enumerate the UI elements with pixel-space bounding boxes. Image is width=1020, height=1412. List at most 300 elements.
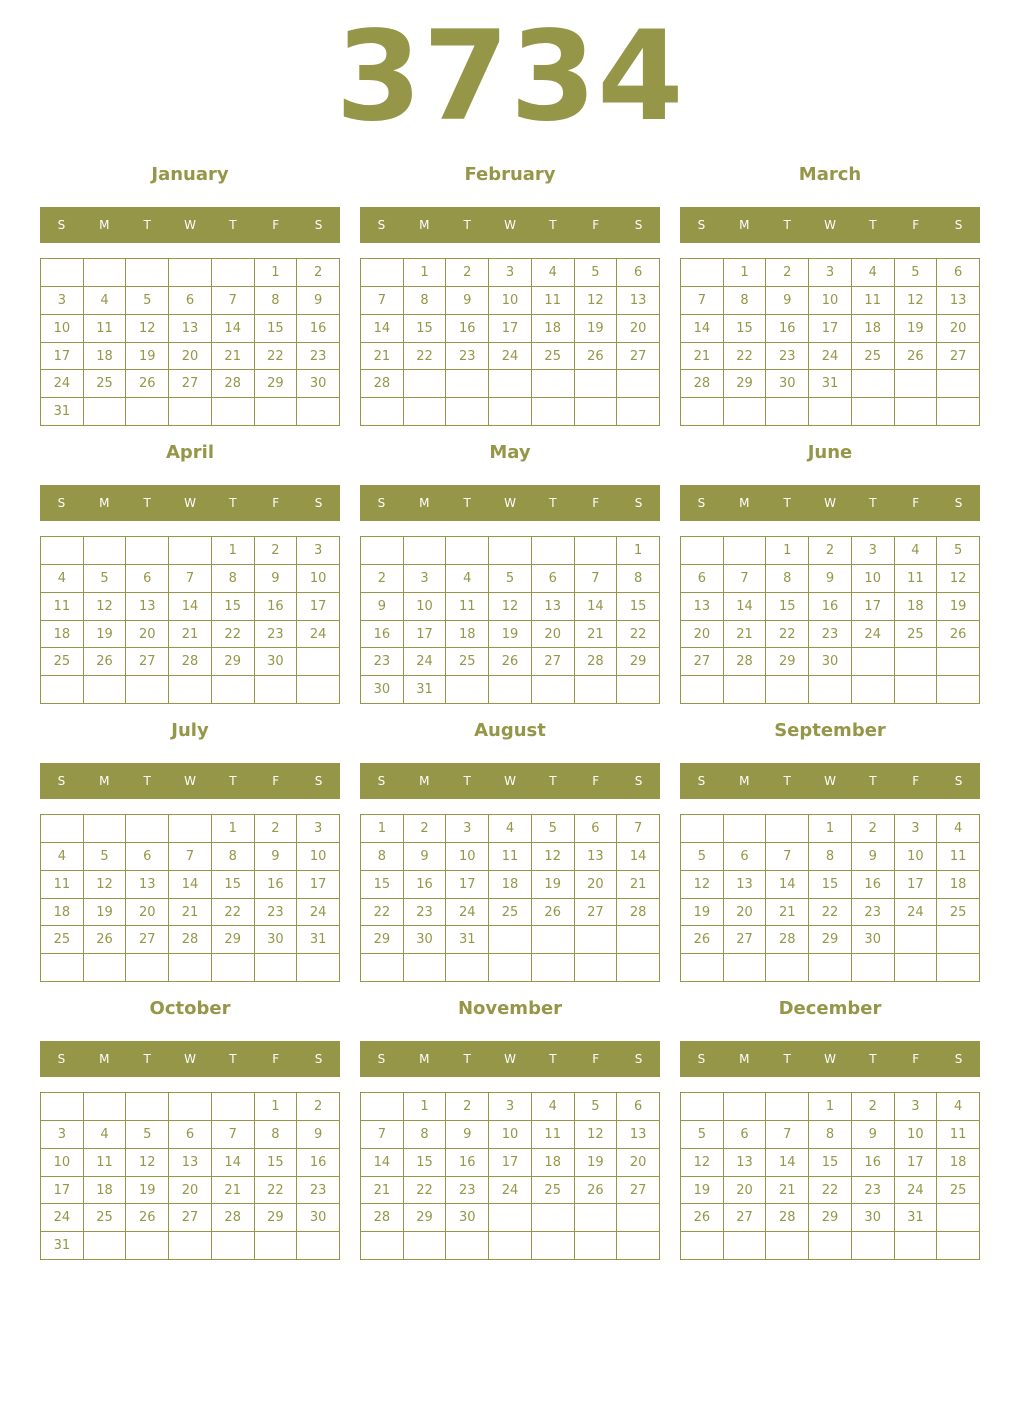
day-cell: 3 bbox=[895, 815, 938, 843]
month-title: May bbox=[489, 442, 531, 463]
day-cell: 11 bbox=[41, 871, 84, 899]
day-cell: 1 bbox=[809, 815, 852, 843]
day-cell: 16 bbox=[852, 1149, 895, 1177]
day-cell: 9 bbox=[297, 287, 340, 315]
day-cell: 30 bbox=[297, 370, 340, 398]
day-cell: 28 bbox=[169, 926, 212, 954]
weekday-label: F bbox=[272, 496, 280, 510]
day-cell: 21 bbox=[575, 621, 618, 649]
day-cell: 14 bbox=[212, 1149, 255, 1177]
day-cell: 25 bbox=[41, 926, 84, 954]
weekday-label: M bbox=[99, 774, 110, 788]
day-cell: 17 bbox=[404, 621, 447, 649]
day-cell: 1 bbox=[809, 1093, 852, 1121]
weekday-label: M bbox=[419, 774, 430, 788]
day-cell bbox=[212, 676, 255, 704]
day-cell: 24 bbox=[489, 1177, 532, 1205]
day-cell: 1 bbox=[404, 1093, 447, 1121]
day-cell: 7 bbox=[212, 287, 255, 315]
weekday-label: T bbox=[869, 218, 877, 232]
day-cell: 13 bbox=[724, 871, 767, 899]
day-cell: 19 bbox=[895, 315, 938, 343]
weekday-label: F bbox=[592, 218, 600, 232]
day-cell: 23 bbox=[852, 899, 895, 927]
day-cell: 12 bbox=[84, 593, 127, 621]
day-cell: 19 bbox=[575, 315, 618, 343]
day-cell bbox=[895, 398, 938, 426]
day-cell: 3 bbox=[489, 259, 532, 287]
day-cell: 9 bbox=[404, 843, 447, 871]
day-cell: 10 bbox=[489, 1121, 532, 1149]
weekday-label: W bbox=[504, 1052, 516, 1066]
day-cell: 18 bbox=[532, 315, 575, 343]
day-cell: 10 bbox=[297, 843, 340, 871]
day-cell: 27 bbox=[724, 926, 767, 954]
day-cell: 17 bbox=[895, 1149, 938, 1177]
day-cell bbox=[809, 398, 852, 426]
day-cell: 16 bbox=[255, 593, 298, 621]
day-cell: 12 bbox=[575, 287, 618, 315]
day-cell bbox=[532, 676, 575, 704]
day-cell: 7 bbox=[681, 287, 724, 315]
day-cell: 15 bbox=[361, 871, 404, 899]
weekday-label: F bbox=[912, 496, 920, 510]
day-cell: 14 bbox=[169, 871, 212, 899]
day-cell bbox=[84, 815, 127, 843]
day-cell: 9 bbox=[446, 1121, 489, 1149]
weekday-label: T bbox=[463, 218, 471, 232]
day-cell: 18 bbox=[84, 343, 127, 371]
weekday-header bbox=[40, 485, 340, 521]
day-grid bbox=[360, 536, 660, 704]
day-cell: 5 bbox=[681, 1121, 724, 1149]
day-cell: 14 bbox=[212, 315, 255, 343]
day-cell bbox=[724, 954, 767, 982]
day-cell: 8 bbox=[255, 287, 298, 315]
day-cell: 11 bbox=[532, 287, 575, 315]
day-cell: 24 bbox=[297, 899, 340, 927]
day-cell bbox=[852, 954, 895, 982]
weekday-header bbox=[680, 1041, 980, 1077]
day-cell: 29 bbox=[617, 648, 660, 676]
day-cell bbox=[895, 926, 938, 954]
weekday-label: T bbox=[869, 774, 877, 788]
day-cell bbox=[617, 954, 660, 982]
day-cell: 17 bbox=[41, 1177, 84, 1205]
day-cell: 11 bbox=[852, 287, 895, 315]
day-cell bbox=[766, 398, 809, 426]
day-cell: 9 bbox=[255, 843, 298, 871]
day-cell: 22 bbox=[617, 621, 660, 649]
weekday-label: T bbox=[143, 774, 151, 788]
day-cell: 13 bbox=[532, 593, 575, 621]
day-cell bbox=[255, 954, 298, 982]
day-cell: 23 bbox=[297, 1177, 340, 1205]
day-cell: 13 bbox=[617, 1121, 660, 1149]
day-cell: 13 bbox=[169, 1149, 212, 1177]
day-cell bbox=[937, 648, 980, 676]
day-cell bbox=[681, 259, 724, 287]
weekday-label: M bbox=[99, 218, 110, 232]
day-cell: 4 bbox=[937, 815, 980, 843]
day-cell: 2 bbox=[766, 259, 809, 287]
day-cell: 6 bbox=[126, 565, 169, 593]
day-cell: 17 bbox=[895, 871, 938, 899]
day-cell: 29 bbox=[809, 926, 852, 954]
month-title: July bbox=[171, 720, 209, 741]
day-cell: 1 bbox=[724, 259, 767, 287]
day-cell bbox=[852, 398, 895, 426]
day-cell: 8 bbox=[255, 1121, 298, 1149]
day-cell bbox=[489, 398, 532, 426]
day-cell bbox=[895, 1232, 938, 1260]
weekday-label: T bbox=[229, 496, 237, 510]
day-cell bbox=[532, 1232, 575, 1260]
day-cell: 2 bbox=[297, 259, 340, 287]
month-title: February bbox=[464, 164, 556, 185]
day-cell: 1 bbox=[212, 815, 255, 843]
day-cell: 13 bbox=[681, 593, 724, 621]
day-cell bbox=[212, 954, 255, 982]
day-cell: 5 bbox=[575, 259, 618, 287]
day-cell: 10 bbox=[809, 287, 852, 315]
day-cell: 22 bbox=[766, 621, 809, 649]
day-cell: 18 bbox=[489, 871, 532, 899]
day-cell bbox=[41, 259, 84, 287]
day-cell: 4 bbox=[532, 259, 575, 287]
day-cell bbox=[126, 815, 169, 843]
day-cell bbox=[361, 1093, 404, 1121]
day-cell: 29 bbox=[255, 1204, 298, 1232]
day-cell: 10 bbox=[297, 565, 340, 593]
day-cell: 12 bbox=[126, 315, 169, 343]
day-cell: 24 bbox=[809, 343, 852, 371]
day-cell bbox=[404, 398, 447, 426]
day-cell bbox=[489, 676, 532, 704]
day-cell: 22 bbox=[404, 343, 447, 371]
day-cell bbox=[41, 1093, 84, 1121]
weekday-label: T bbox=[783, 774, 791, 788]
day-cell: 13 bbox=[575, 843, 618, 871]
day-cell: 27 bbox=[169, 1204, 212, 1232]
day-cell bbox=[126, 259, 169, 287]
month-july bbox=[40, 716, 340, 986]
day-cell bbox=[895, 954, 938, 982]
day-cell: 17 bbox=[489, 1149, 532, 1177]
day-cell bbox=[852, 676, 895, 704]
weekday-label: F bbox=[912, 1052, 920, 1066]
month-title: January bbox=[151, 164, 229, 185]
weekday-label: S bbox=[314, 1052, 323, 1066]
day-cell: 24 bbox=[489, 343, 532, 371]
day-cell: 7 bbox=[766, 843, 809, 871]
day-cell: 4 bbox=[41, 843, 84, 871]
day-cell: 1 bbox=[212, 537, 255, 565]
day-cell: 20 bbox=[937, 315, 980, 343]
day-cell: 28 bbox=[766, 926, 809, 954]
day-cell: 14 bbox=[575, 593, 618, 621]
day-cell bbox=[126, 537, 169, 565]
day-cell: 5 bbox=[681, 843, 724, 871]
day-cell bbox=[575, 398, 618, 426]
day-cell: 11 bbox=[84, 315, 127, 343]
day-cell: 4 bbox=[852, 259, 895, 287]
day-cell: 28 bbox=[766, 1204, 809, 1232]
day-cell: 19 bbox=[489, 621, 532, 649]
day-cell: 18 bbox=[937, 871, 980, 899]
weekday-label: T bbox=[549, 496, 557, 510]
day-cell: 16 bbox=[766, 315, 809, 343]
day-cell: 28 bbox=[681, 370, 724, 398]
day-cell: 10 bbox=[446, 843, 489, 871]
day-cell: 9 bbox=[361, 593, 404, 621]
day-cell: 30 bbox=[446, 1204, 489, 1232]
day-cell: 23 bbox=[852, 1177, 895, 1205]
weekday-header bbox=[40, 207, 340, 243]
day-grid bbox=[680, 258, 980, 426]
weekday-label: S bbox=[634, 218, 643, 232]
day-cell: 6 bbox=[937, 259, 980, 287]
day-cell: 14 bbox=[361, 1149, 404, 1177]
day-cell bbox=[681, 1232, 724, 1260]
day-cell: 30 bbox=[297, 1204, 340, 1232]
day-cell: 4 bbox=[489, 815, 532, 843]
day-cell bbox=[532, 954, 575, 982]
weekday-label: T bbox=[229, 774, 237, 788]
day-cell bbox=[937, 1204, 980, 1232]
day-cell: 20 bbox=[724, 1177, 767, 1205]
day-cell: 30 bbox=[404, 926, 447, 954]
month-title: March bbox=[798, 164, 862, 185]
day-cell bbox=[532, 370, 575, 398]
day-cell: 26 bbox=[575, 1177, 618, 1205]
day-cell: 26 bbox=[84, 648, 127, 676]
day-cell: 19 bbox=[126, 1177, 169, 1205]
day-cell: 12 bbox=[937, 565, 980, 593]
day-cell bbox=[84, 398, 127, 426]
day-cell: 12 bbox=[532, 843, 575, 871]
day-cell: 13 bbox=[724, 1149, 767, 1177]
day-cell: 31 bbox=[404, 676, 447, 704]
day-cell: 5 bbox=[126, 1121, 169, 1149]
day-cell: 21 bbox=[766, 899, 809, 927]
day-cell: 8 bbox=[361, 843, 404, 871]
month-title: August bbox=[474, 720, 546, 741]
day-cell: 8 bbox=[766, 565, 809, 593]
day-cell: 23 bbox=[446, 1177, 489, 1205]
weekday-label: W bbox=[184, 1052, 196, 1066]
weekday-label: T bbox=[463, 1052, 471, 1066]
day-cell: 2 bbox=[255, 815, 298, 843]
day-cell: 9 bbox=[766, 287, 809, 315]
day-cell bbox=[681, 954, 724, 982]
month-title: December bbox=[778, 998, 882, 1019]
day-cell: 26 bbox=[895, 343, 938, 371]
day-cell: 13 bbox=[126, 871, 169, 899]
weekday-label: T bbox=[869, 1052, 877, 1066]
day-cell: 3 bbox=[41, 287, 84, 315]
day-cell bbox=[297, 954, 340, 982]
day-cell: 2 bbox=[404, 815, 447, 843]
day-cell: 21 bbox=[212, 343, 255, 371]
day-cell bbox=[681, 1093, 724, 1121]
day-grid bbox=[360, 258, 660, 426]
day-cell bbox=[575, 954, 618, 982]
month-title: October bbox=[149, 998, 231, 1019]
day-cell bbox=[766, 1093, 809, 1121]
day-cell: 21 bbox=[681, 343, 724, 371]
weekday-label: S bbox=[954, 774, 963, 788]
day-cell: 14 bbox=[766, 871, 809, 899]
day-cell: 30 bbox=[255, 926, 298, 954]
day-cell: 30 bbox=[255, 648, 298, 676]
day-cell bbox=[41, 815, 84, 843]
day-cell: 1 bbox=[255, 259, 298, 287]
weekday-label: F bbox=[592, 496, 600, 510]
day-cell: 17 bbox=[41, 343, 84, 371]
day-cell: 2 bbox=[446, 1093, 489, 1121]
day-cell bbox=[532, 926, 575, 954]
month-october bbox=[40, 994, 340, 1264]
weekday-label: W bbox=[824, 1052, 836, 1066]
weekday-header bbox=[360, 207, 660, 243]
day-cell: 31 bbox=[895, 1204, 938, 1232]
day-cell: 25 bbox=[446, 648, 489, 676]
weekday-header bbox=[40, 763, 340, 799]
day-cell: 27 bbox=[681, 648, 724, 676]
month-june bbox=[680, 438, 980, 708]
day-cell: 7 bbox=[169, 565, 212, 593]
day-cell: 18 bbox=[895, 593, 938, 621]
day-cell: 29 bbox=[212, 648, 255, 676]
day-cell bbox=[617, 370, 660, 398]
weekday-label: T bbox=[143, 1052, 151, 1066]
day-cell: 23 bbox=[361, 648, 404, 676]
day-cell: 13 bbox=[169, 315, 212, 343]
day-cell: 28 bbox=[617, 899, 660, 927]
day-cell: 23 bbox=[809, 621, 852, 649]
day-cell: 14 bbox=[724, 593, 767, 621]
day-cell: 22 bbox=[255, 1177, 298, 1205]
weekday-label: S bbox=[634, 496, 643, 510]
day-cell: 26 bbox=[681, 926, 724, 954]
day-cell bbox=[489, 537, 532, 565]
weekday-label: M bbox=[99, 496, 110, 510]
weekday-label: T bbox=[783, 1052, 791, 1066]
weekday-label: S bbox=[634, 1052, 643, 1066]
day-cell bbox=[809, 954, 852, 982]
day-cell: 22 bbox=[212, 899, 255, 927]
day-cell: 7 bbox=[724, 565, 767, 593]
day-cell bbox=[212, 259, 255, 287]
weekday-label: W bbox=[504, 774, 516, 788]
day-cell: 3 bbox=[809, 259, 852, 287]
month-may bbox=[360, 438, 660, 708]
day-cell: 15 bbox=[809, 871, 852, 899]
day-cell: 27 bbox=[575, 899, 618, 927]
year-title: 3734 bbox=[335, 5, 685, 149]
weekday-label: F bbox=[272, 218, 280, 232]
day-cell: 16 bbox=[361, 621, 404, 649]
weekday-label: M bbox=[419, 1052, 430, 1066]
day-cell: 13 bbox=[937, 287, 980, 315]
day-cell bbox=[126, 954, 169, 982]
day-cell: 28 bbox=[212, 1204, 255, 1232]
day-cell bbox=[169, 259, 212, 287]
day-cell: 11 bbox=[895, 565, 938, 593]
weekday-label: S bbox=[314, 496, 323, 510]
day-cell bbox=[297, 676, 340, 704]
day-cell bbox=[84, 954, 127, 982]
day-cell: 3 bbox=[446, 815, 489, 843]
day-cell bbox=[575, 1232, 618, 1260]
day-cell bbox=[724, 1093, 767, 1121]
day-cell bbox=[852, 648, 895, 676]
weekday-label: S bbox=[377, 1052, 386, 1066]
day-cell bbox=[361, 954, 404, 982]
weekday-label: M bbox=[419, 218, 430, 232]
day-cell bbox=[169, 1232, 212, 1260]
day-cell bbox=[169, 815, 212, 843]
day-cell bbox=[169, 398, 212, 426]
day-cell bbox=[446, 676, 489, 704]
day-cell: 8 bbox=[809, 843, 852, 871]
day-cell: 2 bbox=[809, 537, 852, 565]
day-cell: 15 bbox=[766, 593, 809, 621]
day-cell: 25 bbox=[532, 1177, 575, 1205]
day-cell: 19 bbox=[84, 899, 127, 927]
day-cell: 15 bbox=[404, 1149, 447, 1177]
day-cell: 23 bbox=[766, 343, 809, 371]
day-cell: 8 bbox=[809, 1121, 852, 1149]
day-cell bbox=[724, 1232, 767, 1260]
day-grid bbox=[40, 536, 340, 704]
day-cell: 22 bbox=[404, 1177, 447, 1205]
day-cell bbox=[41, 954, 84, 982]
day-cell: 21 bbox=[617, 871, 660, 899]
day-cell: 23 bbox=[297, 343, 340, 371]
day-cell: 18 bbox=[446, 621, 489, 649]
day-cell: 22 bbox=[809, 899, 852, 927]
day-cell: 15 bbox=[255, 1149, 298, 1177]
day-cell bbox=[895, 676, 938, 704]
day-cell bbox=[361, 259, 404, 287]
day-cell bbox=[169, 954, 212, 982]
day-cell: 29 bbox=[724, 370, 767, 398]
day-cell bbox=[255, 398, 298, 426]
day-cell: 27 bbox=[169, 370, 212, 398]
day-cell: 24 bbox=[297, 621, 340, 649]
day-cell: 25 bbox=[895, 621, 938, 649]
day-cell: 21 bbox=[361, 1177, 404, 1205]
month-august bbox=[360, 716, 660, 986]
day-cell: 29 bbox=[809, 1204, 852, 1232]
day-cell bbox=[937, 954, 980, 982]
day-cell: 6 bbox=[532, 565, 575, 593]
day-cell: 21 bbox=[169, 621, 212, 649]
day-cell: 20 bbox=[126, 621, 169, 649]
weekday-label: T bbox=[463, 496, 471, 510]
month-february bbox=[360, 160, 660, 430]
day-cell: 27 bbox=[532, 648, 575, 676]
day-cell bbox=[255, 1232, 298, 1260]
day-cell bbox=[84, 676, 127, 704]
day-grid bbox=[680, 1092, 980, 1260]
day-cell: 24 bbox=[446, 899, 489, 927]
day-cell: 6 bbox=[617, 1093, 660, 1121]
weekday-label: W bbox=[824, 218, 836, 232]
day-cell: 9 bbox=[255, 565, 298, 593]
